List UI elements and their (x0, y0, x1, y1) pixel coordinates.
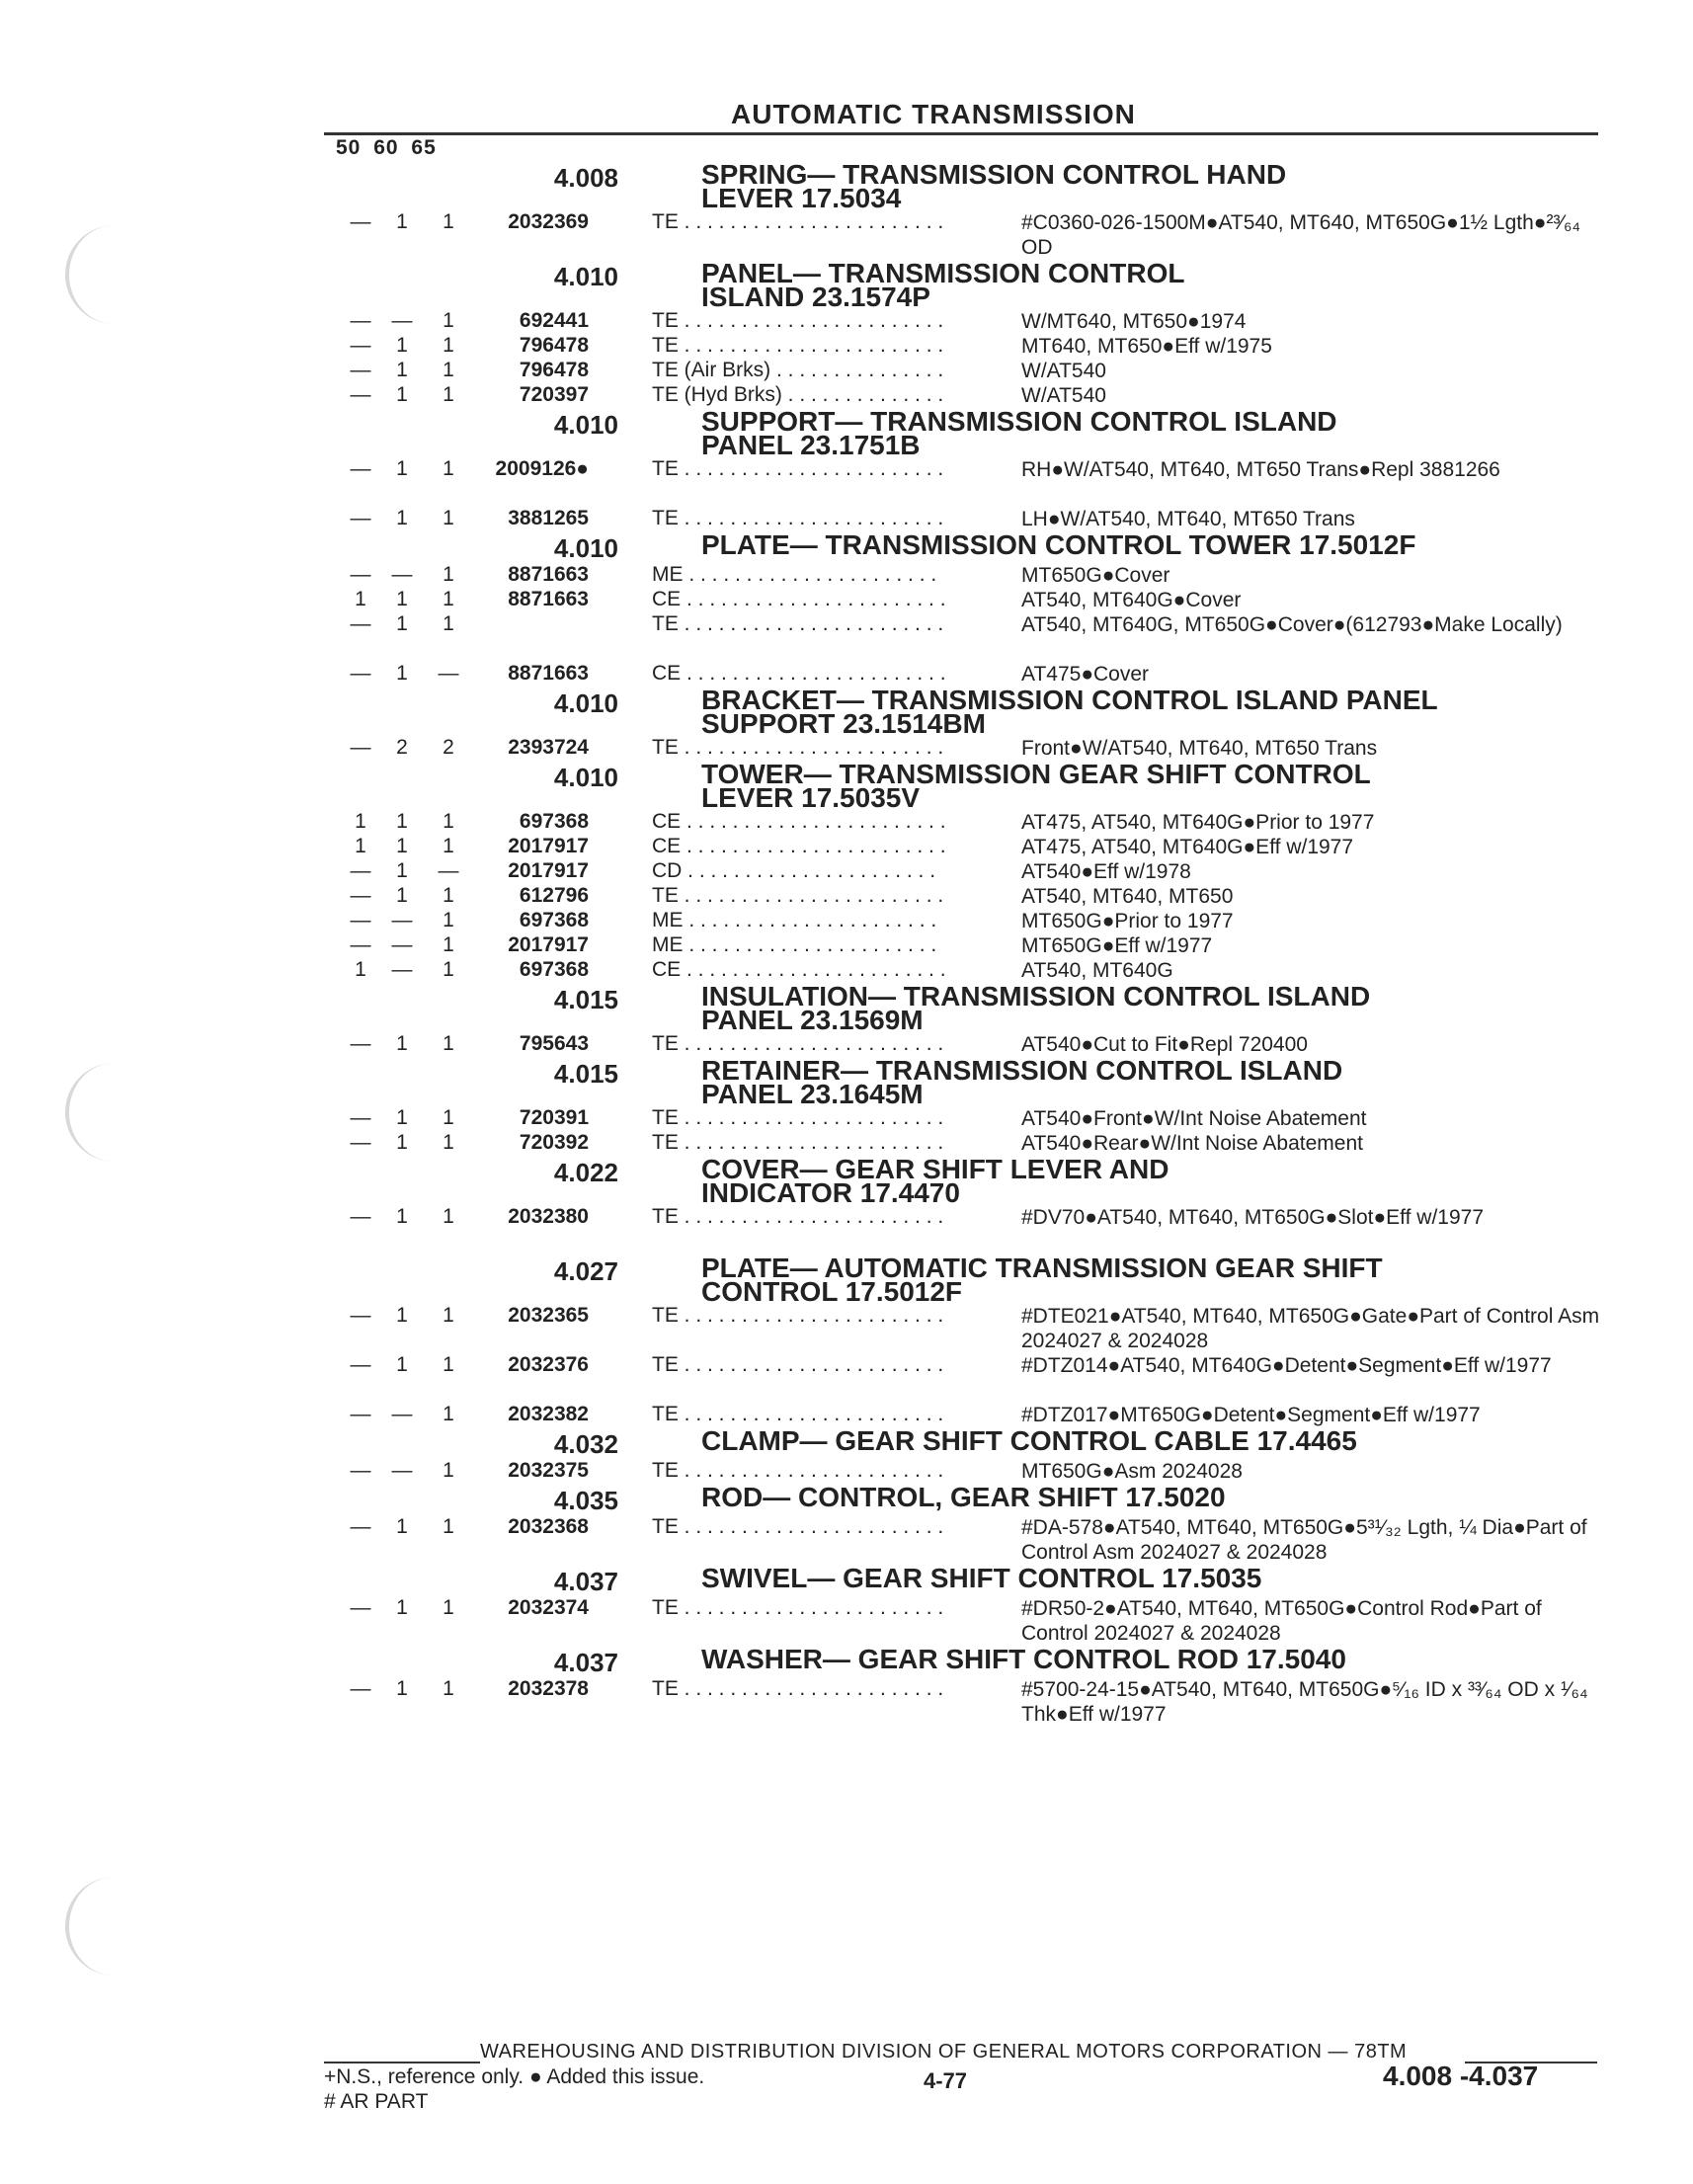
section-header (0, 1484, 1693, 1515)
qty-65: 1 (443, 933, 454, 956)
part-number: 2017917 (508, 835, 589, 857)
source-code: TE . . . . . . . . . . . . . . . . . . . . . . . (652, 334, 944, 357)
part-description: RH●W/AT540, MT640, MT650 Trans●Repl 3881266 (1021, 458, 1500, 481)
page-title: AUTOMATIC TRANSMISSION (731, 99, 1136, 129)
part-row (0, 1304, 1693, 1353)
section-number: 4.010 (553, 688, 618, 718)
part-row (0, 1515, 1693, 1565)
part-row (0, 958, 1693, 983)
part-description: MT650G●Cover (1021, 564, 1170, 587)
part-description: AT540●Cut to Fit●Repl 720400 (1021, 1033, 1308, 1056)
part-row (0, 1677, 1693, 1727)
part-number: 697368 (519, 958, 589, 981)
section-number: 4.022 (553, 1158, 618, 1187)
part-row (0, 1403, 1693, 1427)
qty-50: — (350, 210, 371, 233)
part-number: 612796 (519, 884, 589, 907)
qty-60: 1 (396, 359, 408, 381)
qty-65: 1 (443, 383, 454, 406)
part-description: MT640, MT650●Eff w/1975 (1021, 335, 1272, 358)
part-number: 2017917 (508, 933, 589, 956)
part-number: 795643 (519, 1032, 589, 1055)
part-number: 2009126● (495, 457, 589, 480)
part-description: #5700-24-15●AT540, MT640, MT650G●⁵⁄₁₆ ID x ³³⁄₆₄ OD x ¹⁄₆₄ Thk●Eff w/1977 (1021, 1678, 1588, 1726)
section-number: 4.037 (553, 1567, 618, 1596)
part-number: 2032369 (508, 210, 589, 233)
section-title: INSULATION— TRANSMISSION CONTROL ISLAND PANEL 23.1569M (701, 981, 1371, 1035)
part-row (0, 1353, 1693, 1403)
part-number: 8871663 (508, 588, 589, 610)
section-number: 4.010 (553, 763, 618, 792)
part-number: 796478 (519, 334, 589, 357)
part-row (0, 457, 1693, 507)
section-header (0, 1055, 1693, 1109)
column-headers: 50 60 65 (336, 136, 437, 159)
section-title: PLATE— AUTOMATIC TRANSMISSION GEAR SHIFT CONTROL 17.5012F (701, 1253, 1383, 1307)
qty-65: 1 (443, 612, 454, 635)
part-number: 2032380 (508, 1205, 589, 1228)
part-description: W/MT640, MT650●1974 (1021, 310, 1247, 333)
part-row (0, 334, 1693, 359)
part-number: 2032376 (508, 1353, 589, 1376)
qty-65: 1 (443, 359, 454, 381)
source-code: TE . . . . . . . . . . . . . . . . . . . . . . . (652, 457, 944, 480)
part-row (0, 1596, 1693, 1646)
section-header (0, 258, 1693, 312)
qty-65: 1 (443, 1304, 454, 1327)
part-number: 2032365 (508, 1304, 589, 1327)
section-title: TOWER— TRANSMISSION GEAR SHIFT CONTROL LEVER 17.5035V (701, 759, 1371, 813)
part-description: #C0360-026-1500M●AT540, MT640, MT650G●1½ Lgth●²³⁄₆₄ OD (1021, 211, 1580, 259)
section-number: 4.010 (553, 262, 618, 291)
part-row (0, 859, 1693, 884)
qty-60: 1 (396, 1515, 408, 1538)
qty-50: — (350, 507, 371, 529)
part-number: 2032382 (508, 1403, 589, 1425)
part-description: MT650G●Asm 2024028 (1021, 1460, 1243, 1483)
part-description: W/AT540 (1021, 360, 1106, 382)
part-row (0, 810, 1693, 835)
source-code: CE . . . . . . . . . . . . . . . . . . . . . . . (652, 810, 946, 833)
part-row (0, 909, 1693, 933)
qty-60: 1 (396, 1106, 408, 1129)
part-number: 692441 (519, 309, 589, 332)
source-code: TE . . . . . . . . . . . . . . . . . . . . . . . (652, 309, 944, 332)
source-code: TE . . . . . . . . . . . . . . . . . . . . . . . (652, 1106, 944, 1129)
qty-60: — (391, 563, 413, 586)
part-description: AT540●Rear●W/Int Noise Abatement (1021, 1132, 1363, 1155)
part-row (0, 210, 1693, 260)
part-row (0, 1459, 1693, 1484)
part-row (0, 383, 1693, 408)
part-description: AT540●Eff w/1978 (1021, 860, 1191, 883)
qty-65: 1 (443, 1403, 454, 1425)
footer-organization: WAREHOUSING AND DISTRIBUTION DIVISION OF GENERAL MOTORS CORPORATION — 78TM (480, 2041, 1408, 2063)
source-code: TE (Hyd Brks) . . . . . . . . . . . . . . (652, 383, 944, 406)
part-row (0, 736, 1693, 761)
part-description: LH●W/AT540, MT640, MT650 Trans (1021, 508, 1355, 530)
qty-50: — (350, 859, 371, 882)
qty-60: — (391, 909, 413, 931)
qty-60: 1 (396, 507, 408, 529)
part-description: AT540, MT640G, MT650G●Cover●(612793●Make Locally) (1021, 613, 1563, 636)
part-row (0, 662, 1693, 687)
qty-50: — (350, 563, 371, 586)
part-description: MT650G●Prior to 1977 (1021, 910, 1234, 932)
source-code: TE . . . . . . . . . . . . . . . . . . . . . . . (652, 1131, 944, 1154)
qty-65: 1 (443, 334, 454, 357)
part-row (0, 1205, 1693, 1254)
qty-65: 1 (443, 810, 454, 833)
section-title: WASHER— GEAR SHIFT CONTROL ROD 17.5040 (701, 1644, 1346, 1674)
part-description: #DA-578●AT540, MT640, MT650G●5³¹⁄₃₂ Lgth, ¼ Dia●Part of Control Asm 2024027 & 2024028 (1021, 1516, 1587, 1564)
qty-50: — (350, 1596, 371, 1619)
qty-50: 1 (355, 835, 366, 857)
source-code: TE . . . . . . . . . . . . . . . . . . . . . . . (652, 612, 944, 635)
source-code: CE . . . . . . . . . . . . . . . . . . . . . . . (652, 958, 946, 981)
section-header (0, 159, 1693, 213)
qty-50: 1 (355, 588, 366, 610)
source-code: TE . . . . . . . . . . . . . . . . . . . . . . . (652, 1677, 944, 1700)
source-code: CE . . . . . . . . . . . . . . . . . . . . . . . (652, 662, 946, 685)
qty-65: 1 (443, 835, 454, 857)
part-description: AT540●Front●W/Int Noise Abatement (1021, 1107, 1367, 1130)
source-code: TE . . . . . . . . . . . . . . . . . . . . . . . (652, 884, 944, 907)
qty-65: 1 (443, 507, 454, 529)
part-description: AT540, MT640, MT650 (1021, 885, 1234, 908)
qty-50: — (350, 383, 371, 406)
part-description: MT650G●Eff w/1977 (1021, 934, 1213, 957)
qty-60: 1 (396, 662, 408, 685)
part-number: 8871663 (508, 563, 589, 586)
source-code: TE . . . . . . . . . . . . . . . . . . . . . . . (652, 1205, 944, 1228)
part-description: #DTZ017●MT650G●Detent●Segment●Eff w/1977 (1021, 1404, 1481, 1426)
section-title: SWIVEL— GEAR SHIFT CONTROL 17.5035 (701, 1563, 1262, 1593)
qty-65: 2 (443, 736, 454, 759)
source-code: TE . . . . . . . . . . . . . . . . . . . . . . . (652, 507, 944, 529)
part-row (0, 884, 1693, 909)
source-code: TE . . . . . . . . . . . . . . . . . . . . . . . (652, 210, 944, 233)
section-header (0, 1154, 1693, 1208)
qty-60: 1 (396, 835, 408, 857)
qty-65: 1 (443, 1677, 454, 1700)
source-code: TE . . . . . . . . . . . . . . . . . . . . . . . (652, 1403, 944, 1425)
legend-line: # AR PART (324, 2090, 429, 2113)
section-header (0, 981, 1693, 1035)
section-header (0, 1646, 1693, 1677)
part-number: 720392 (519, 1131, 589, 1154)
qty-60: 1 (396, 1032, 408, 1055)
part-number: 720397 (519, 383, 589, 406)
section-number: 4.015 (553, 985, 618, 1014)
part-description: AT475, AT540, MT640G●Eff w/1977 (1021, 836, 1354, 858)
part-row (0, 563, 1693, 588)
part-number: 796478 (519, 359, 589, 381)
qty-65: 1 (443, 1596, 454, 1619)
section-number: 4.032 (553, 1429, 618, 1459)
part-row (0, 1032, 1693, 1057)
source-code: TE . . . . . . . . . . . . . . . . . . . . . . . (652, 1353, 944, 1376)
section-header (0, 759, 1693, 813)
part-row (0, 1131, 1693, 1156)
part-description: #DTE021●AT540, MT640, MT650G●Gate●Part of Control Asm 2024027 & 2024028 (1021, 1305, 1600, 1352)
qty-50: 1 (355, 958, 366, 981)
part-description: #DR50-2●AT540, MT640, MT650G●Control Rod●Part of Control 2024027 & 2024028 (1021, 1597, 1542, 1645)
qty-65: — (438, 859, 459, 882)
qty-60: 1 (396, 1677, 408, 1700)
section-title: ROD— CONTROL, GEAR SHIFT 17.5020 (701, 1482, 1226, 1512)
part-row (0, 933, 1693, 958)
part-description: #DV70●AT540, MT640, MT650G●Slot●Eff w/1977 (1021, 1206, 1484, 1229)
part-number: 2032375 (508, 1459, 589, 1482)
section-header (0, 1427, 1693, 1459)
part-number: 2017917 (508, 859, 589, 882)
legend-line: +N.S., reference only. ● Added this issue. (324, 2065, 705, 2088)
qty-50: — (350, 309, 371, 332)
section-header (0, 531, 1693, 563)
part-row (0, 309, 1693, 334)
part-row (0, 1106, 1693, 1131)
qty-50: — (350, 612, 371, 635)
qty-60: 1 (396, 884, 408, 907)
qty-50: — (350, 884, 371, 907)
source-code: TE . . . . . . . . . . . . . . . . . . . . . . . (652, 1459, 944, 1482)
qty-50: — (350, 1304, 371, 1327)
footer-rule-left (324, 2062, 480, 2063)
qty-65: 1 (443, 1131, 454, 1154)
section-title: PANEL— TRANSMISSION CONTROL ISLAND 23.1574P (701, 258, 1185, 312)
section-number: 4.010 (553, 533, 618, 563)
qty-50: — (350, 736, 371, 759)
qty-65: 1 (443, 1106, 454, 1129)
qty-60: 1 (396, 210, 408, 233)
qty-60: — (391, 309, 413, 332)
qty-65: 1 (443, 588, 454, 610)
part-description: AT540, MT640G●Cover (1021, 589, 1242, 611)
part-number: 2032378 (508, 1677, 589, 1700)
source-code: TE (Air Brks) . . . . . . . . . . . . . . . (652, 359, 944, 381)
qty-65: 1 (443, 884, 454, 907)
section-title: RETAINER— TRANSMISSION CONTROL ISLAND PANEL 23.1645M (701, 1055, 1343, 1109)
qty-65: 1 (443, 1515, 454, 1538)
page-number: 4-77 (924, 2068, 968, 2093)
qty-50: 1 (355, 810, 366, 833)
section-header (0, 685, 1693, 739)
part-description: AT540, MT640G (1021, 959, 1173, 982)
qty-60: 1 (396, 859, 408, 882)
qty-65: 1 (443, 1205, 454, 1228)
qty-50: — (350, 1403, 371, 1425)
footer-legend (324, 2064, 917, 2114)
part-row (0, 612, 1693, 662)
header-rule (324, 132, 1598, 135)
qty-65: 1 (443, 909, 454, 931)
part-number: 3881265 (508, 507, 589, 529)
part-row (0, 507, 1693, 531)
qty-60: 1 (396, 588, 408, 610)
qty-60: 1 (396, 1596, 408, 1619)
qty-50: — (350, 457, 371, 480)
qty-60: — (391, 1459, 413, 1482)
part-row (0, 835, 1693, 859)
part-row (0, 588, 1693, 612)
qty-60: 1 (396, 612, 408, 635)
qty-50: — (350, 1032, 371, 1055)
qty-60: 1 (396, 1205, 408, 1228)
section-number: 4.027 (553, 1256, 618, 1286)
source-code: CD . . . . . . . . . . . . . . . . . . . . . . (652, 859, 936, 882)
qty-65: 1 (443, 1032, 454, 1055)
section-number: 4.015 (553, 1059, 618, 1089)
qty-65: 1 (443, 309, 454, 332)
part-description: Front●W/AT540, MT640, MT650 Trans (1021, 737, 1378, 760)
qty-65: 1 (443, 210, 454, 233)
source-code: TE . . . . . . . . . . . . . . . . . . . . . . . (652, 1304, 944, 1327)
section-title: CLAMP— GEAR SHIFT CONTROL CABLE 17.4465 (701, 1425, 1357, 1456)
section-title: SUPPORT— TRANSMISSION CONTROL ISLAND PANEL 23.1751B (701, 406, 1337, 460)
qty-50: — (350, 1677, 371, 1700)
qty-60: 1 (396, 810, 408, 833)
qty-60: 1 (396, 1353, 408, 1376)
section-number: 4.037 (553, 1648, 618, 1677)
source-code: TE . . . . . . . . . . . . . . . . . . . . . . . (652, 736, 944, 759)
part-description: #DTZ014●AT540, MT640G●Detent●Segment●Eff w/1977 (1021, 1354, 1552, 1377)
section-header (0, 406, 1693, 460)
qty-65: 1 (443, 563, 454, 586)
section-number: 4.035 (553, 1486, 618, 1515)
source-code: ME . . . . . . . . . . . . . . . . . . . . . . (652, 909, 937, 931)
source-code: TE . . . . . . . . . . . . . . . . . . . . . . . (652, 1032, 944, 1055)
qty-60: 1 (396, 334, 408, 357)
part-number: 720391 (519, 1106, 589, 1129)
part-number: 697368 (519, 909, 589, 931)
section-title: SPRING— TRANSMISSION CONTROL HAND LEVER 17.5034 (701, 159, 1287, 213)
part-number: 8871663 (508, 662, 589, 685)
source-code: CE . . . . . . . . . . . . . . . . . . . . . . . (652, 588, 946, 610)
section-title: PLATE— TRANSMISSION CONTROL TOWER 17.5012F (701, 529, 1416, 560)
qty-65: 1 (443, 1459, 454, 1482)
section-header (0, 1253, 1693, 1307)
qty-60: — (391, 933, 413, 956)
qty-50: — (350, 334, 371, 357)
qty-60: 1 (396, 1304, 408, 1327)
qty-60: 1 (396, 457, 408, 480)
source-code: ME . . . . . . . . . . . . . . . . . . . . . . (652, 563, 937, 586)
qty-65: 1 (443, 958, 454, 981)
qty-65: — (438, 662, 459, 685)
qty-65: 1 (443, 457, 454, 480)
source-code: TE . . . . . . . . . . . . . . . . . . . . . . . (652, 1515, 944, 1538)
section-number: 4.010 (553, 410, 618, 440)
qty-65: 1 (443, 1353, 454, 1376)
section-range: 4.008 -4.037 (1383, 2061, 1539, 2091)
section-title: COVER— GEAR SHIFT LEVER AND INDICATOR 17.4470 (701, 1154, 1169, 1208)
qty-50: — (350, 933, 371, 956)
punch-hole-bottom (65, 1877, 115, 1976)
qty-50: — (350, 1353, 371, 1376)
qty-50: — (350, 1131, 371, 1154)
part-description: AT475, AT540, MT640G●Prior to 1977 (1021, 811, 1375, 834)
section-title: BRACKET— TRANSMISSION CONTROL ISLAND PANEL SUPPORT 23.1514BM (701, 685, 1438, 739)
section-number: 4.008 (553, 163, 618, 193)
source-code: CE . . . . . . . . . . . . . . . . . . . . . . . (652, 835, 946, 857)
source-code: ME . . . . . . . . . . . . . . . . . . . . . . (652, 933, 937, 956)
qty-50: — (350, 1515, 371, 1538)
qty-50: — (350, 1205, 371, 1228)
qty-50: — (350, 1106, 371, 1129)
part-row (0, 359, 1693, 383)
source-code: TE . . . . . . . . . . . . . . . . . . . . . . . (652, 1596, 944, 1619)
section-header (0, 1565, 1693, 1596)
part-description: AT475●Cover (1021, 663, 1150, 686)
qty-60: 2 (396, 736, 408, 759)
parts-list (0, 161, 1693, 1727)
part-number: 2032374 (508, 1596, 589, 1619)
qty-50: — (350, 1459, 371, 1482)
part-description: W/AT540 (1021, 384, 1106, 407)
qty-60: 1 (396, 1131, 408, 1154)
qty-60: — (391, 1403, 413, 1425)
part-number: 697368 (519, 810, 589, 833)
part-number: 2032368 (508, 1515, 589, 1538)
qty-50: — (350, 359, 371, 381)
qty-60: — (391, 958, 413, 981)
qty-50: — (350, 662, 371, 685)
part-number: 2393724 (508, 736, 589, 759)
qty-50: — (350, 909, 371, 931)
qty-60: 1 (396, 383, 408, 406)
